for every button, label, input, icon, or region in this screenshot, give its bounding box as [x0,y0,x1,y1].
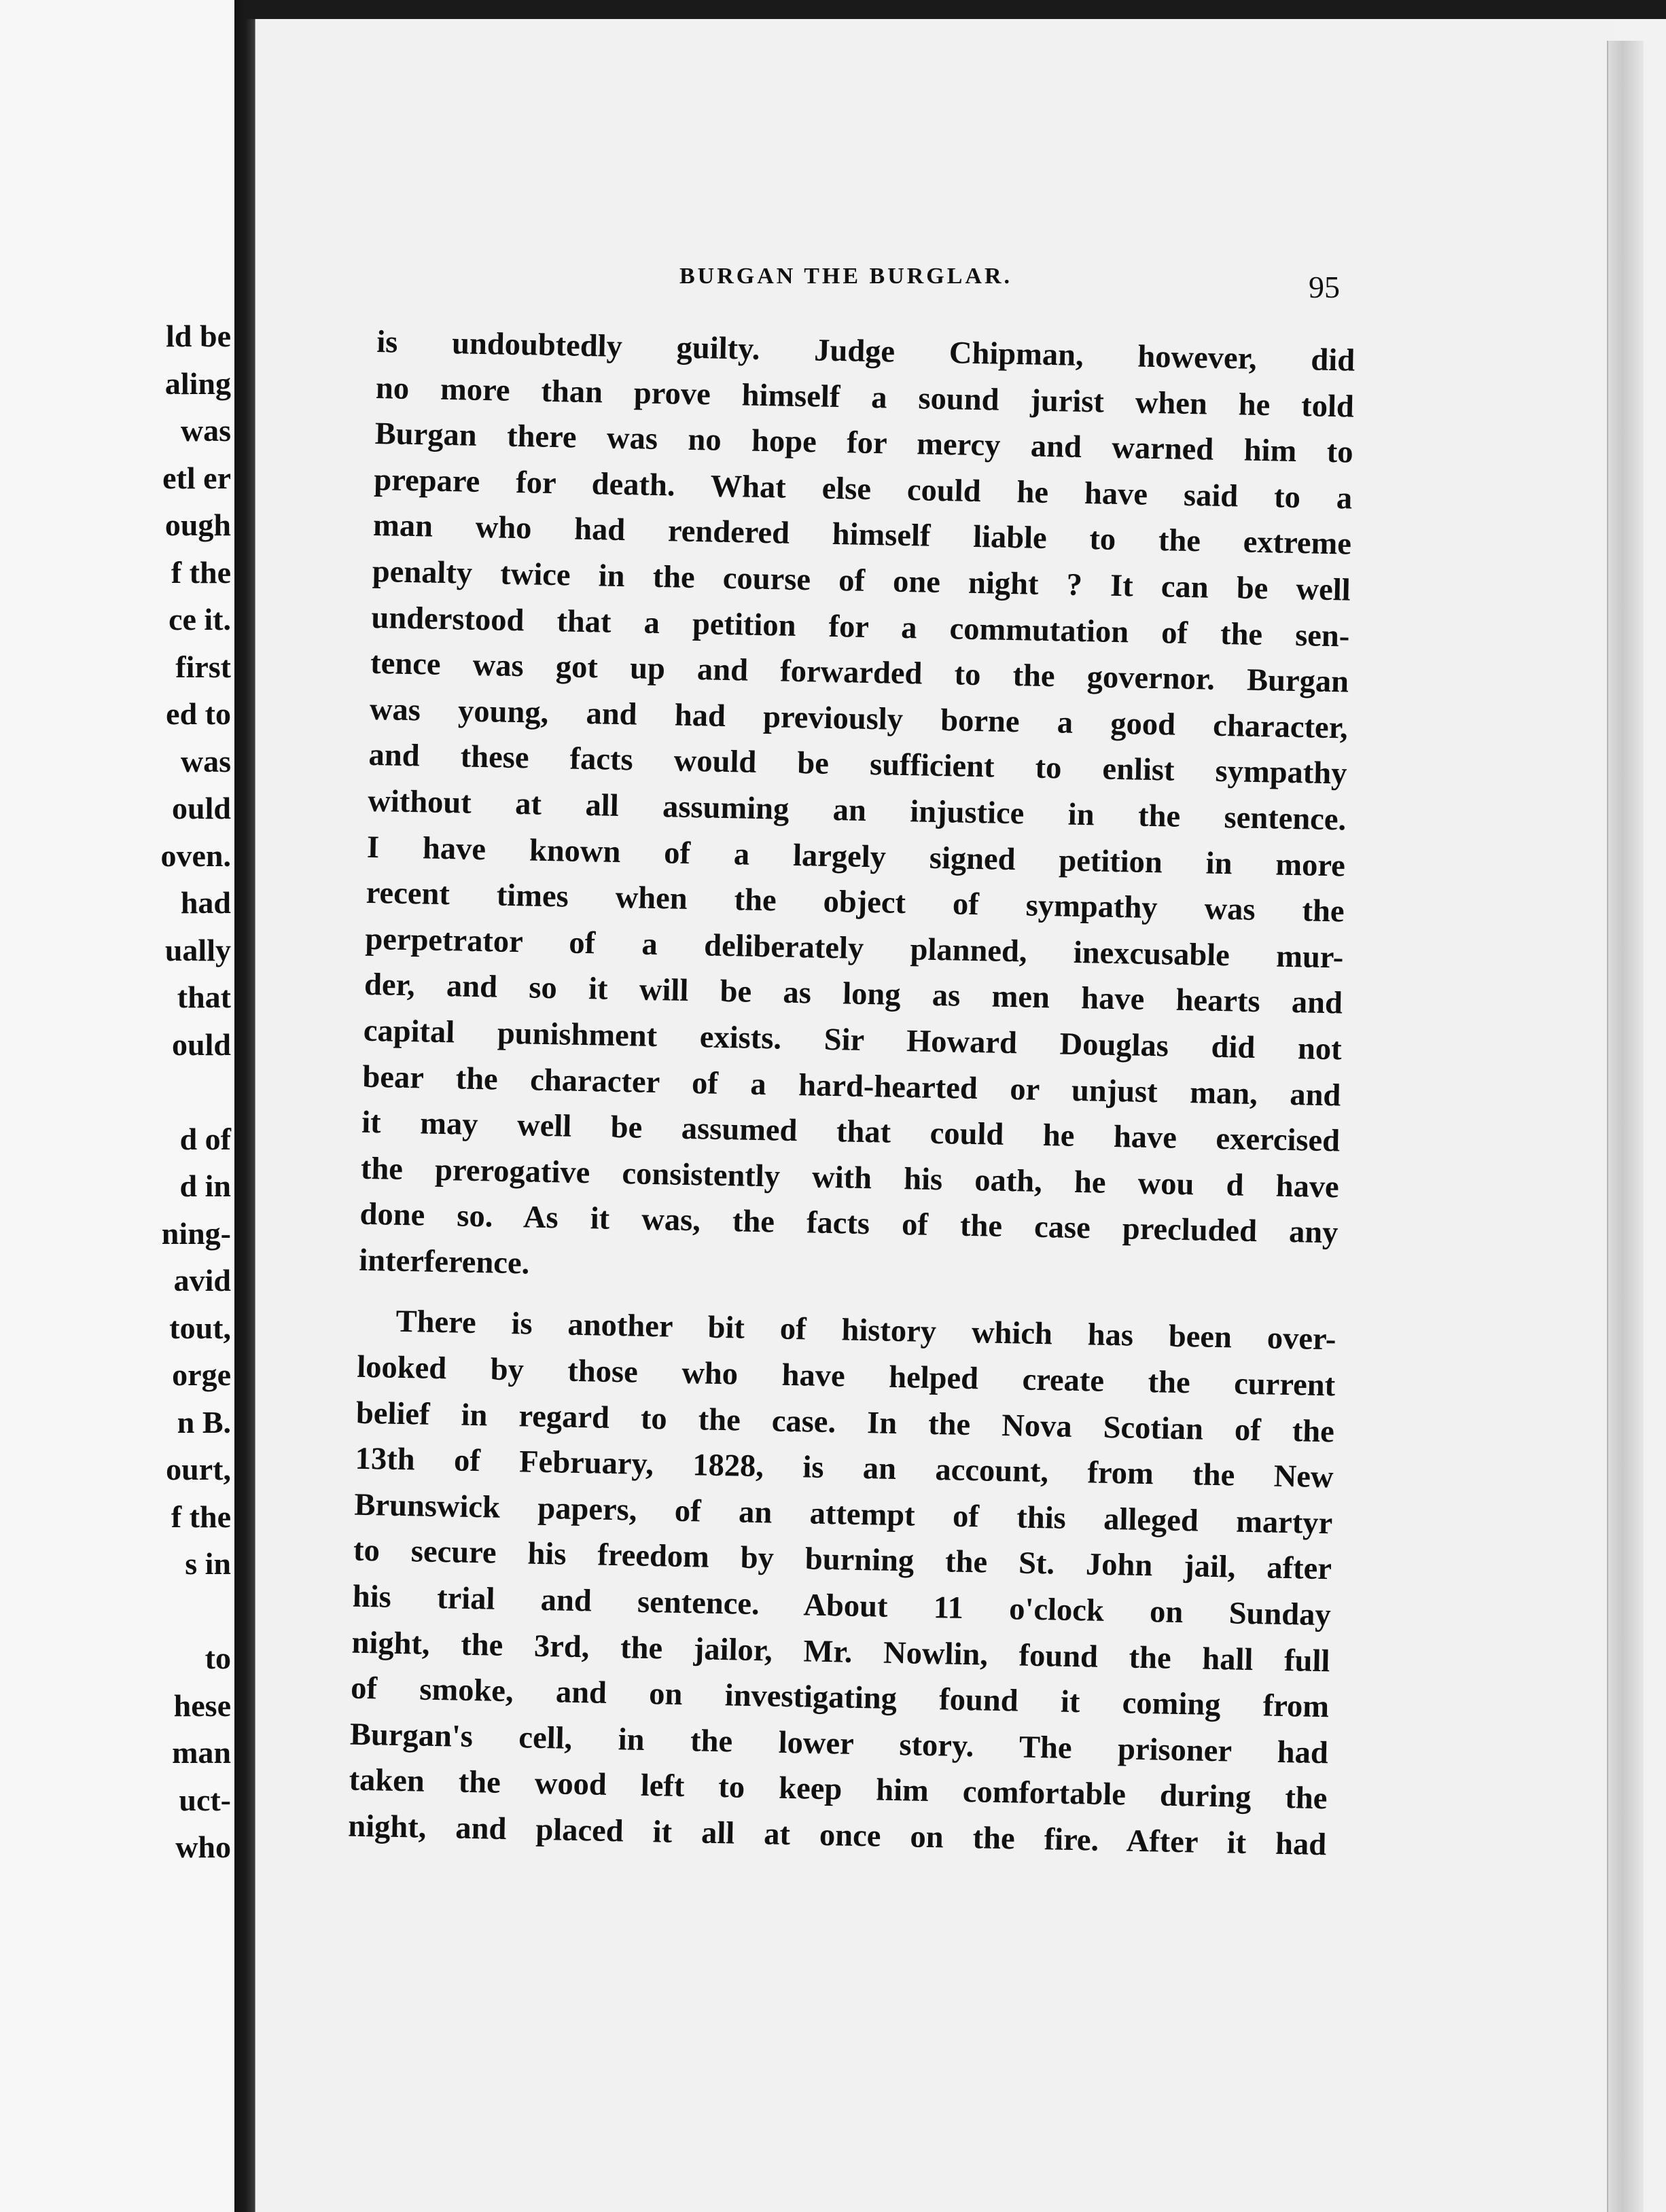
text-line: I have known of a largely signed petition in more [366,830,1346,884]
text-line: man who had rendered himself liable to the extreme [372,508,1352,562]
text-line: it may well be assumed that could he have exercised [361,1105,1341,1159]
left-page-fragment: uct- [179,1782,231,1817]
left-page-fragment: ould [172,1027,231,1062]
text-line: recent times when the object of sympathy was the [366,875,1345,929]
left-page-fragment: etl er [162,460,231,495]
text-line: is undoubtedly guilty. Judge Chipman, however, did [376,324,1355,378]
scan-top-shadow [245,0,1666,19]
left-page-fragment: d in [179,1169,231,1203]
text-line: der, and so it will be as long as men have hearts and [364,967,1343,1021]
text-line: done so. As it was, the facts of the case precluded any [359,1197,1339,1251]
left-page-fragment: was [180,413,231,448]
left-page-fragment: n B. [177,1404,231,1440]
left-page-fragment: orge [172,1357,231,1392]
left-page-fragment: first [175,649,231,684]
left-page-fragment: tout, [169,1310,231,1345]
text-line: of smoke, and on investigating found it coming from [350,1671,1330,1725]
text-line: tence was got up and forwarded to the governor. Burgan [370,646,1349,700]
text-line: 13th of February, 1828, is an account, from the New [355,1441,1334,1495]
text-line: Burgan's cell, in the lower story. The prisoner had [349,1717,1329,1771]
left-page-fragment: aling [164,365,231,401]
text-line: belief in regard to the case. In the Nova Scotian of the [355,1395,1335,1449]
text-line: night, the 3rd, the jailor, Mr. Nowlin, found the hall full [351,1625,1330,1679]
book-gutter [234,0,255,2212]
left-page-fragment: avid [173,1263,231,1298]
left-page-fragment: ning- [161,1215,231,1251]
left-page-fragment: f the [171,1499,231,1534]
text-line: bear the character of a hard-hearted or unjust man, and [362,1059,1341,1113]
left-page-fragment: that [177,980,231,1014]
left-page-fragment: oven. [160,838,231,873]
text-line: capital punishment exists. Sir Howard Douglas did not [363,1013,1343,1067]
left-page-fragment: f the [171,554,231,590]
text-line: Brunswick papers, of an attempt of this alleged martyr [354,1487,1333,1541]
left-page-fragment: had [180,885,231,920]
text-line: perpetrator of a deliberately planned, inexcusable mur- [364,921,1344,976]
text-line: the prerogative consistently with his oath, he wou d have [360,1151,1340,1205]
paragraph-2 [348,1298,1336,1868]
left-page-fragment: ough [164,507,231,542]
left-page-fragment: to [205,1641,231,1675]
text-line: understood that a petition for a commutation of the sen- [371,600,1350,654]
left-page-fragment: man [172,1735,231,1770]
left-page-fragment: ce it. [169,602,231,637]
running-head: BURGAN THE BURGLAR. [679,264,1013,289]
left-page-fragment: d of [179,1121,231,1156]
text-line: his trial and sentence. About 11 o'clock on Sunday [352,1579,1332,1633]
text-line: interference. [358,1243,530,1281]
page-edge-stack [1607,41,1644,2212]
left-page-fragment: ed to [166,696,231,731]
body-text [348,319,1355,1868]
left-page-fragment: was [180,743,231,779]
left-facing-page [0,0,234,2212]
left-page-fragment: who [175,1830,231,1864]
page-number: 95 [1309,270,1340,304]
text-line: to secure his freedom by burning the St. John jail, after [353,1533,1332,1587]
text-line: and these facts would be sufficient to enlist sympathy [368,738,1347,791]
text-line: night, and placed it all at once on the fire. After it had [347,1808,1327,1863]
left-page-text-fragments [27,313,231,1871]
text-line: prepare for death. What else could he have said to a [373,462,1353,516]
text-line: penalty twice in the course of one night ? It can be well [372,554,1351,608]
left-page-fragment: ould [172,791,231,825]
text-line: There is another bit of history which has been over- [395,1304,1336,1357]
left-page-fragment: ourt, [166,1452,231,1486]
left-page-fragment: ually [164,932,231,967]
text-line: Burgan there was no hope for mercy and warned him to [374,416,1353,470]
left-page-fragment: s in [185,1546,231,1581]
paragraph-1 [359,319,1355,1302]
text-line: was young, and had previously borne a good character, [369,692,1349,746]
left-page-fragment: hese [173,1688,231,1723]
text-line: no more than prove himself a sound jurist when he told [375,370,1355,425]
text-line: taken the wood left to keep him comfortable during the [349,1763,1328,1817]
text-line: without at all assuming an injustice in the sentence. [367,783,1347,838]
left-page-fragment: ld be [166,319,231,353]
text-line: looked by those who have helped create the current [356,1349,1336,1404]
